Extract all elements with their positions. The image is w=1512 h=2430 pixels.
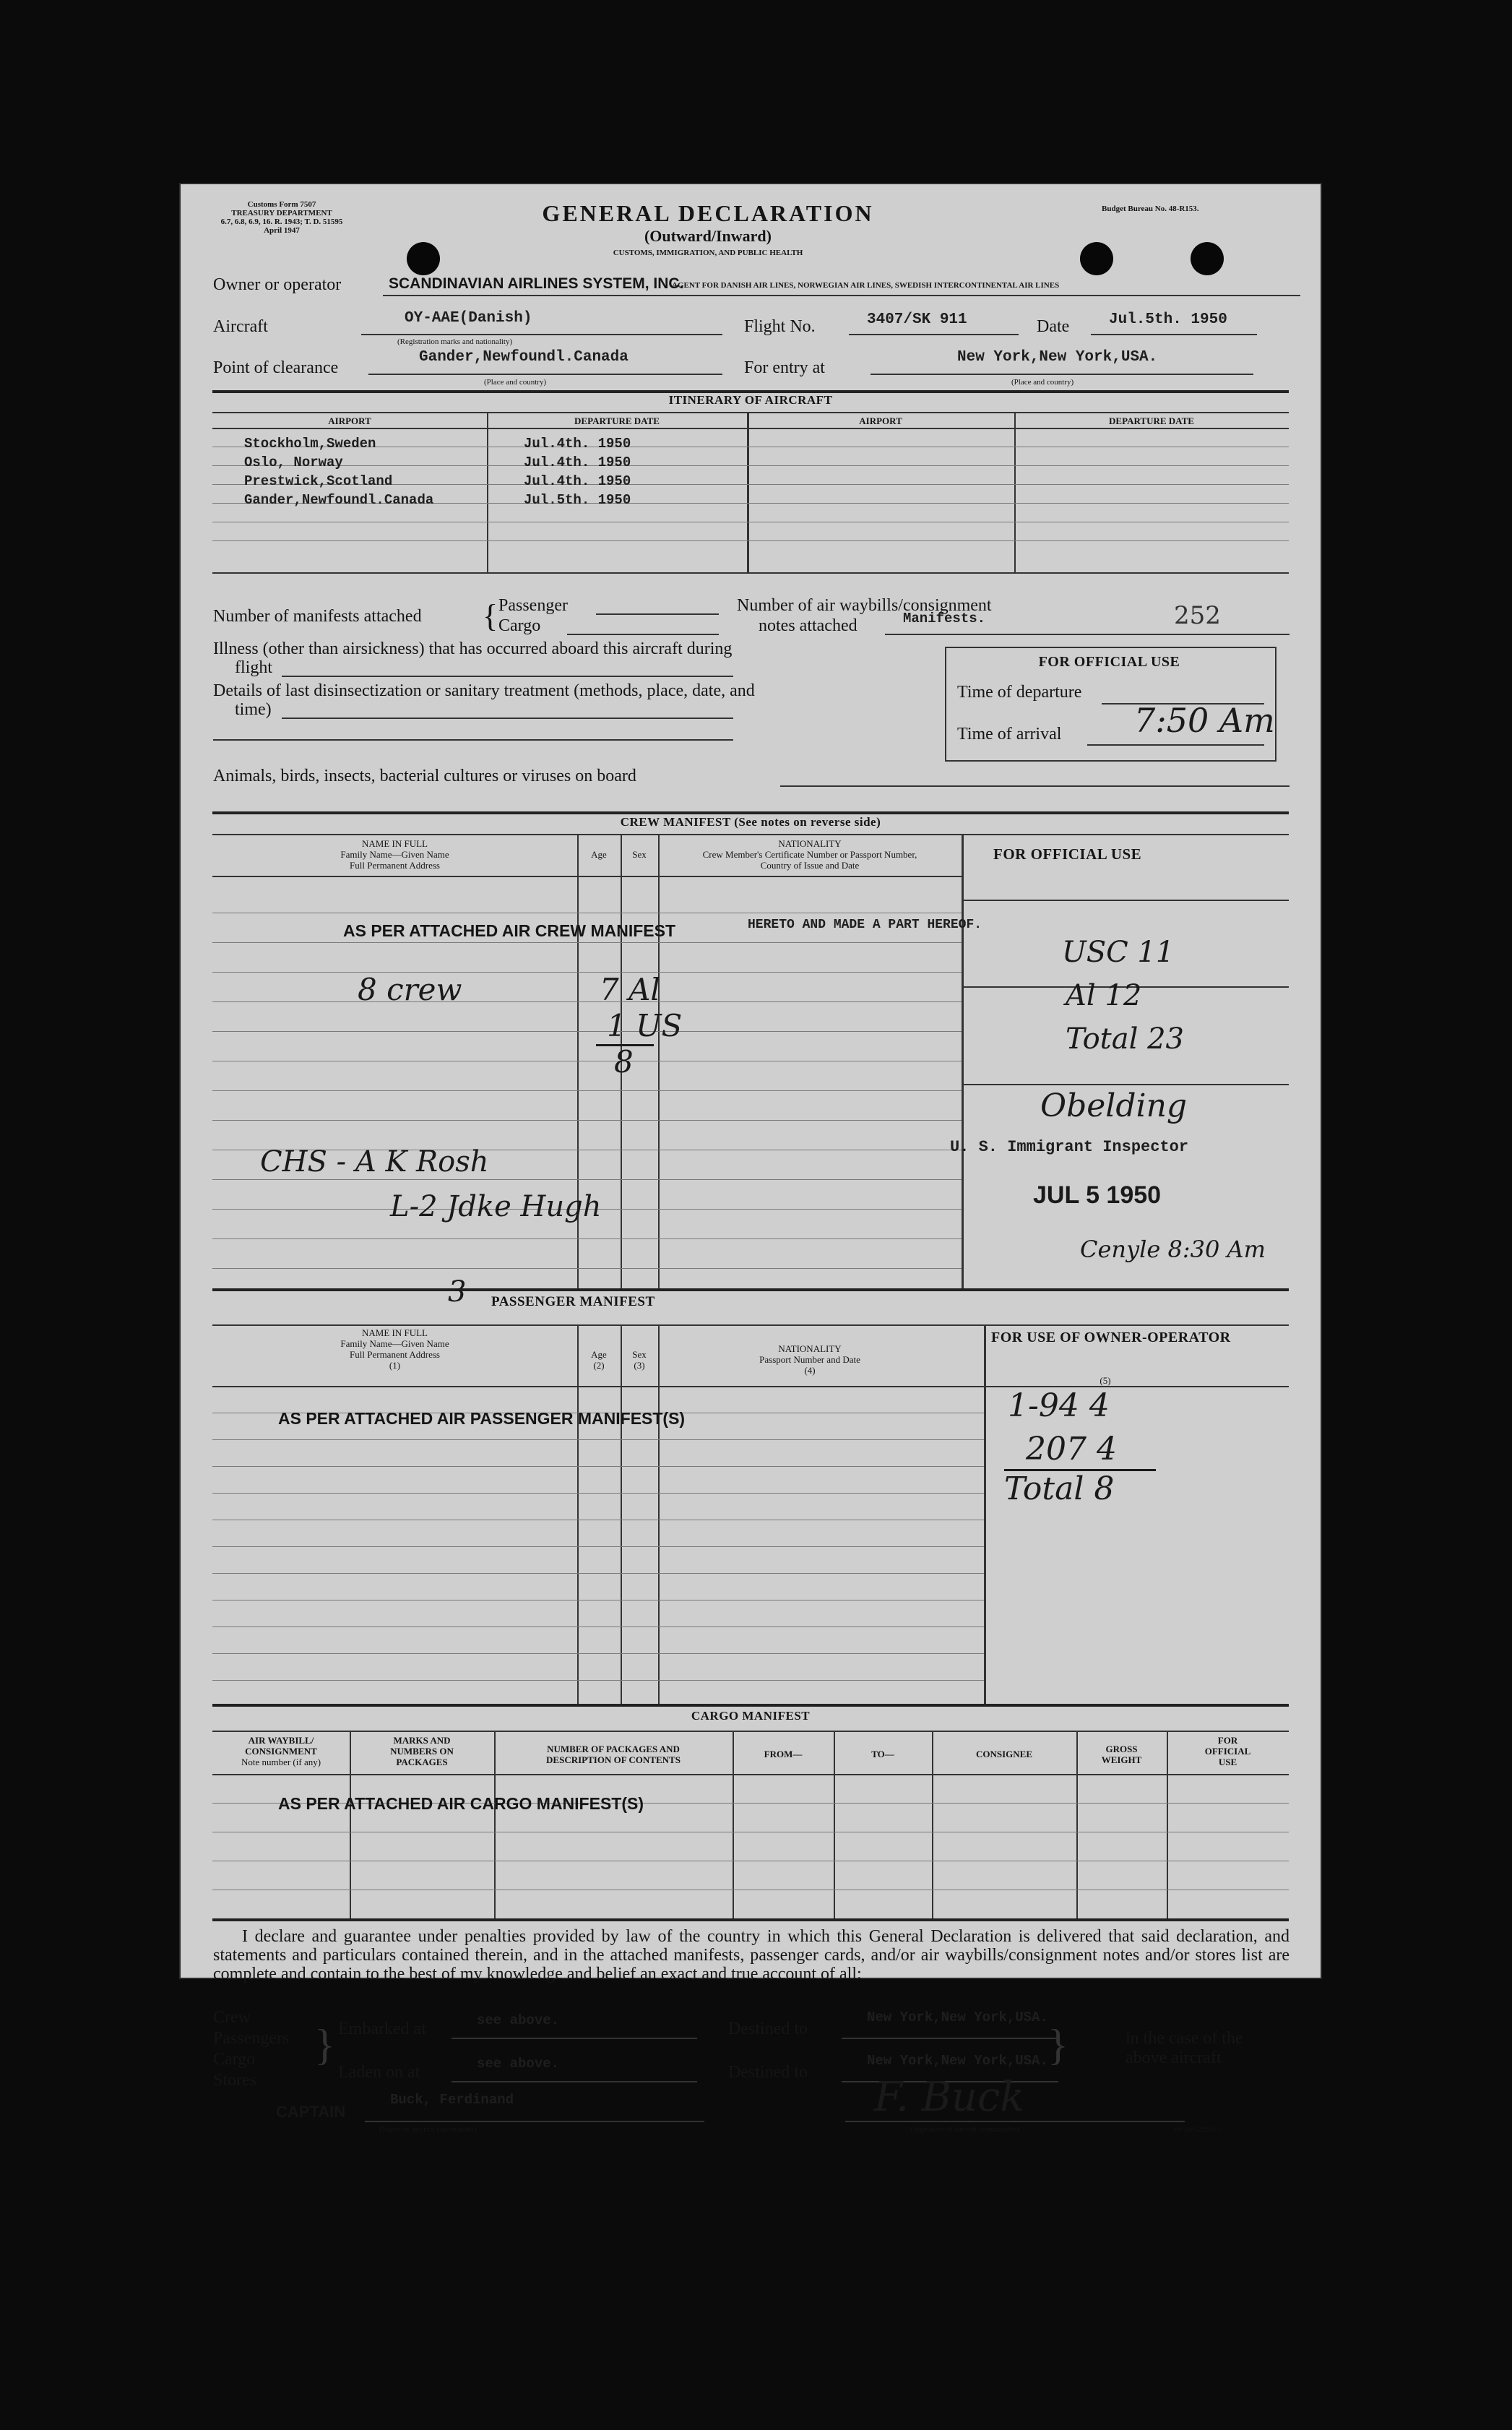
crew-count-handwritten: 8 crew [358, 972, 462, 1007]
flight-line [849, 334, 1019, 335]
cargo-divider [932, 1731, 933, 1918]
inspector-title: U. S. Immigrant Inspector [950, 1138, 1189, 1156]
agencies: CUSTOMS, IMMIGRATION, AND PUBLIC HEALTH [613, 249, 803, 257]
passenger-rule [212, 1680, 984, 1681]
tally-usc: USC 11 [1062, 936, 1175, 969]
captain-name: Buck, Ferdinand [390, 2092, 514, 2108]
treasury-dept: TREASURY DEPARTMENT [231, 209, 332, 217]
cargo-col1b: CONSIGNMENT [245, 1746, 317, 1757]
form-title-block [506, 200, 910, 257]
entry-label: For entry at [744, 358, 825, 377]
aircraft-note: (Registration marks and nationality) [397, 337, 513, 346]
destined-value-1: New York,New York,USA. [867, 2009, 1048, 2025]
pass-col-num-2: (2) [593, 1360, 605, 1371]
crew-rule [212, 1090, 962, 1091]
manifests-cargo: Cargo [498, 616, 541, 635]
form-id-block [209, 200, 354, 235]
passenger-rule [212, 1546, 984, 1547]
date-label: Date [1037, 317, 1070, 336]
captain-name-note: (Name of aircraft commander) [379, 2125, 477, 2134]
cargo-col-consignee: CONSIGNEE [975, 1749, 1033, 1759]
cargo-col3b: DESCRIPTION OF CONTENTS [546, 1754, 681, 1765]
cargo-col-to: TO— [871, 1749, 894, 1759]
pass-col-age: Age [591, 1349, 607, 1360]
arrival-time-handwritten: 7:50 Am [1134, 701, 1275, 740]
passenger-col-nationality [658, 1343, 962, 1376]
laden-value: see above. [477, 2056, 560, 2072]
official-use-title: FOR OFFICIAL USE [1038, 654, 1180, 670]
destined-value-2: New York,New York,USA. [867, 2053, 1048, 2069]
pass-col-num-1: (1) [389, 1360, 401, 1371]
cargo-col8b: OFFICIAL [1204, 1746, 1251, 1757]
crew-rule [212, 1001, 962, 1002]
captain-label: CAPTAIN [276, 2103, 346, 2121]
owner-value: SCANDINAVIAN AIRLINES SYSTEM, INC. [389, 275, 684, 292]
cargo-col-official [1167, 1735, 1289, 1767]
itinerary-divider [747, 412, 749, 572]
clearance-note: (Place and country) [484, 378, 547, 387]
itinerary-rule [212, 465, 1289, 466]
illness-line [282, 676, 733, 677]
cargo-col-marks [350, 1735, 494, 1767]
pass-col-name-2: Family Name—Given Name [340, 1338, 449, 1349]
inspection-time: Cenyle 8:30 Am [1080, 1236, 1266, 1263]
declaration-form [181, 184, 1321, 2134]
aircraft-value: OY-AAE(Danish) [405, 310, 532, 327]
declaration-brace: } [314, 2021, 335, 2069]
crew-divider [962, 834, 964, 1289]
illness-label-2: flight [235, 658, 272, 677]
customs-form-number: Customs Form 7507 [247, 200, 316, 209]
arrival-line [1087, 744, 1264, 746]
crew-al-handwritten: 7 Al [600, 972, 660, 1007]
passenger-rule [212, 1439, 984, 1440]
passenger-header-line [212, 1324, 1289, 1326]
declaration-case-2: above aircraft [1126, 2048, 1222, 2067]
entry-value: New York,New York,USA. [957, 349, 1158, 366]
entry-note: (Place and country) [1011, 378, 1074, 387]
animals-line [780, 785, 1289, 787]
crew-rule [212, 1268, 962, 1269]
cargo-col8c: USE [1218, 1757, 1237, 1767]
cargo-divider [1076, 1731, 1078, 1918]
itinerary-date: Jul.4th. 1950 [524, 473, 631, 489]
punch-hole [1080, 242, 1113, 275]
itinerary-airport: Gander,Newfoundl.Canada [244, 492, 434, 508]
crew-header-line [212, 834, 1289, 835]
crew-divider [658, 834, 660, 1289]
crew-subheader-line [212, 876, 962, 877]
crew-rule [212, 1238, 962, 1239]
cargo-col1: AIR WAYBILL/ [248, 1735, 314, 1746]
inspector-signature: Obelding [1040, 1087, 1188, 1124]
itinerary-col-departure-2: DEPARTURE DATE [1109, 415, 1194, 426]
pass-col-name-3: Full Permanent Address [350, 1349, 440, 1360]
crew-official-rule [962, 1084, 1289, 1085]
manifests-passenger-line [596, 613, 719, 615]
waybills-label-2: notes attached [759, 616, 857, 635]
manifests-label: Number of manifests attached [213, 607, 422, 626]
crew-col-nationality [658, 838, 962, 871]
passenger-divider [658, 1324, 660, 1704]
itinerary-divider [1014, 412, 1016, 572]
passenger-col-sex [621, 1349, 658, 1371]
crew-title: CREW MANIFEST (See notes on reverse side) [620, 815, 881, 829]
pass-col-name-1: NAME IN FULL [362, 1327, 428, 1338]
cargo-title: CARGO MANIFEST [691, 1709, 811, 1723]
cargo-col1c: Note number (if any) [241, 1757, 321, 1767]
crew-hereto-note: HERETO AND MADE A PART HEREOF. [748, 918, 982, 932]
manifests-passenger: Passenger [498, 596, 568, 615]
itinerary-airport: Stockholm,Sweden [244, 436, 376, 452]
captain-line [365, 2121, 704, 2122]
cargo-col-packages [494, 1744, 733, 1765]
form-subtitle: (Outward/Inward) [644, 227, 772, 245]
passenger-attached-note: AS PER ATTACHED AIR PASSENGER MANIFEST(S) [278, 1409, 686, 1428]
itinerary-subheader-line [212, 428, 1289, 429]
aircraft-line [361, 334, 722, 335]
crew-col-name [212, 838, 577, 871]
cargo-col7b: WEIGHT [1101, 1754, 1142, 1765]
declaration-case: in the case of the [1126, 2029, 1243, 2048]
regulations: 6.7, 6.8, 6.9, 16. R. 1943; T. D. 51595 [220, 217, 343, 226]
laden-line [452, 2081, 697, 2082]
budget-bureau-number: Budget Bureau No. 48-R153. [1102, 204, 1199, 213]
cargo-col3: NUMBER OF PACKAGES AND [547, 1744, 680, 1754]
cargo-col8: FOR [1217, 1735, 1238, 1746]
itinerary-date: Jul.4th. 1950 [524, 454, 631, 470]
clearance-value: Gander,Newfoundl.Canada [419, 349, 628, 366]
passenger-top [212, 1288, 1289, 1291]
tally-al: Al 12 [1066, 979, 1142, 1012]
destined-line [842, 2038, 1058, 2039]
itinerary-divider [487, 412, 488, 572]
passenger-divider [984, 1324, 986, 1704]
cargo-col2c: PACKAGES [396, 1757, 448, 1767]
owner-line [383, 295, 1300, 296]
itinerary-rule [212, 540, 1289, 541]
passenger-divider [621, 1324, 622, 1704]
cargo-col7: GROSS [1105, 1744, 1138, 1754]
illness-label: Illness (other than airsickness) that has occurred aboard this aircraft during [213, 639, 733, 658]
destined-brace: } [1047, 2021, 1068, 2069]
cargo-col2: MARKS AND [393, 1735, 451, 1746]
cargo-divider [733, 1731, 734, 1918]
passenger-col-age [577, 1349, 621, 1371]
destined-label-2: Destined to [728, 2063, 808, 2082]
issue-date: April 1947 [264, 226, 300, 235]
cargo-divider [350, 1731, 351, 1918]
crew-rule [212, 1179, 962, 1180]
crew-total-handwritten: 8 [614, 1044, 634, 1080]
signature-note: (Signature of aircraft commander) [910, 2125, 1019, 2134]
pass-col-nat: NATIONALITY [778, 1343, 842, 1354]
aircraft-label: Aircraft [213, 317, 268, 336]
entry-line [871, 374, 1253, 375]
cargo-col-weight [1076, 1744, 1167, 1765]
cargo-bottom [212, 1918, 1289, 1921]
flight-label: Flight No. [744, 317, 816, 336]
date-line [1091, 334, 1257, 335]
itinerary-date: Jul.5th. 1950 [524, 492, 631, 508]
crew-col-name-1: NAME IN FULL [362, 838, 428, 849]
passenger-count-handwritten: 3 [448, 1275, 467, 1309]
crew-col-sex: Sex [632, 849, 647, 860]
passenger-rule [212, 1493, 984, 1494]
itinerary-row [244, 436, 376, 452]
itinerary-bottom [212, 572, 1289, 574]
passenger-col-name [212, 1327, 577, 1371]
declaration-categories [213, 2007, 289, 2091]
pass-col-sex: Sex [632, 1349, 647, 1360]
pass-col-num-3: (3) [634, 1360, 645, 1371]
captain-signature: F. Buck [874, 2074, 1025, 2121]
itinerary-col-departure: DEPARTURE DATE [574, 415, 660, 426]
punch-hole [1191, 242, 1224, 275]
tally-total: Total 23 [1066, 1022, 1184, 1056]
itinerary-col-airport-2: AIRPORT [859, 415, 902, 426]
laden-label: Laden on at [338, 2063, 420, 2082]
pass-col-num-5: (5) [1100, 1375, 1111, 1386]
crew-col-nat-2: Crew Member's Certificate Number or Passport Number, [702, 849, 917, 860]
crew-rule [212, 1120, 962, 1121]
crew-rule [212, 972, 962, 973]
crew-col-name-2: Family Name—Given Name [340, 849, 449, 860]
declaration-text: I declare and guarantee under penalties provided by law of the country in which this General Declaration is delivered that said declaration, and statements and particulars contained therein, and in the attached manifests, passenger cards, and/or air waybills/consignment notes and/or stores list are complete and contain to the best of my knowledge and belief an exact and true account of all: [213, 1927, 1289, 1983]
passenger-tally-total: Total 8 [1004, 1470, 1115, 1507]
cargo-top [212, 1704, 1289, 1707]
itinerary-airport: Oslo, Norway [244, 454, 343, 470]
waybills-line [885, 634, 1289, 635]
time-of-departure: Time of departure [957, 683, 1082, 702]
declaration-crew: Crew [213, 2008, 251, 2027]
declaration-passengers: Passengers [213, 2029, 290, 2048]
disinsect-label-2: time) [235, 700, 272, 719]
signature-line [845, 2121, 1185, 2122]
cargo-divider [494, 1731, 496, 1918]
disinsect-label: Details of last disinsectization or sanitary treatment (methods, place, date, and [213, 681, 755, 700]
itinerary-title: ITINERARY OF AIRCRAFT [668, 393, 833, 407]
crew-rule [212, 1031, 962, 1032]
crew-col-name-3: Full Permanent Address [350, 860, 440, 871]
crew-inspector-note-2: L-2 Jdke Hugh [390, 1190, 602, 1223]
embarked-label: Embarked at [338, 2020, 426, 2038]
cargo-divider [834, 1731, 835, 1918]
passenger-rule [212, 1573, 984, 1574]
clearance-line [368, 374, 722, 375]
crew-rule [212, 942, 962, 943]
itinerary-header-line [212, 412, 1289, 413]
cargo-attached-note: AS PER ATTACHED AIR CARGO MANIFEST(S) [278, 1794, 644, 1813]
passenger-divider [577, 1324, 579, 1704]
manifests-brace: { [483, 598, 498, 634]
date-value: Jul.5th. 1950 [1109, 311, 1227, 328]
crew-inspector-note: CHS - A K Rosh [260, 1145, 489, 1179]
passenger-tally-2: 207 4 [1026, 1431, 1117, 1468]
passenger-subheader-line [212, 1386, 1289, 1387]
cargo-divider [1167, 1731, 1168, 1918]
embarked-value: see above. [477, 2012, 560, 2028]
manifests-number: 252 [1174, 601, 1221, 630]
pass-col-nat-2: Passport Number and Date [759, 1354, 860, 1365]
crew-attached-note: AS PER ATTACHED AIR CREW MANIFEST [343, 921, 675, 940]
waybills-value: Manifests. [903, 611, 986, 626]
crew-col-nat-1: NATIONALITY [778, 838, 842, 849]
pass-col-num-4: (4) [804, 1365, 816, 1376]
time-of-arrival: Time of arrival [957, 725, 1062, 744]
cargo-header-line [212, 1731, 1289, 1732]
clearance-label: Point of clearance [213, 358, 339, 377]
crew-official-rule [962, 900, 1289, 901]
crew-col-official: FOR OFFICIAL USE [993, 845, 1142, 863]
embarked-line [452, 2038, 697, 2039]
cargo-subheader-line [212, 1774, 1289, 1775]
passenger-col-owner: FOR USE OF OWNER-OPERATOR [991, 1330, 1231, 1345]
manifests-cargo-line [567, 634, 719, 635]
crew-us-handwritten: 1 US [607, 1008, 683, 1043]
disinsect-line [282, 718, 733, 719]
destined-label: Destined to [728, 2020, 808, 2038]
animals-label: Animals, birds, insects, bacterial cultures or viruses on board [213, 767, 636, 785]
passenger-rule [212, 1466, 984, 1467]
punch-hole [407, 242, 440, 275]
owner-agent: AGENT FOR DANISH AIR LINES, NORWEGIAN AIR LINES, SWEDISH INTERCONTINENTAL AIR LINES [672, 281, 1060, 290]
crew-col-nat-3: Country of Issue and Date [760, 860, 860, 871]
cargo-col-from: FROM— [764, 1749, 803, 1759]
inspection-stamp-date: JUL 5 1950 [1033, 1181, 1162, 1209]
owner-label: Owner or operator [213, 275, 342, 294]
crew-top [212, 811, 1289, 814]
print-code: c6-16-52255-1 [1174, 2125, 1222, 2134]
declaration-stores: Stores [213, 2071, 256, 2090]
passenger-tally-1: 1-94 4 [1008, 1387, 1110, 1424]
passenger-rule [212, 1653, 984, 1654]
itinerary-airport: Prestwick,Scotland [244, 473, 393, 489]
disinsect-line-2 [213, 739, 733, 741]
itinerary-date: Jul.4th. 1950 [524, 436, 631, 452]
form-title: GENERAL DECLARATION [542, 200, 874, 226]
declaration-cargo: Cargo [213, 2050, 256, 2069]
cargo-col-waybill [212, 1735, 350, 1767]
itinerary-col-airport: AIRPORT [328, 415, 371, 426]
flight-value: 3407/SK 911 [867, 311, 967, 328]
crew-col-age: Age [591, 849, 607, 860]
waybills-label: Number of air waybills/consignment [737, 596, 992, 615]
passenger-title: PASSENGER MANIFEST [491, 1294, 655, 1309]
cargo-col2b: NUMBERS ON [390, 1746, 454, 1757]
